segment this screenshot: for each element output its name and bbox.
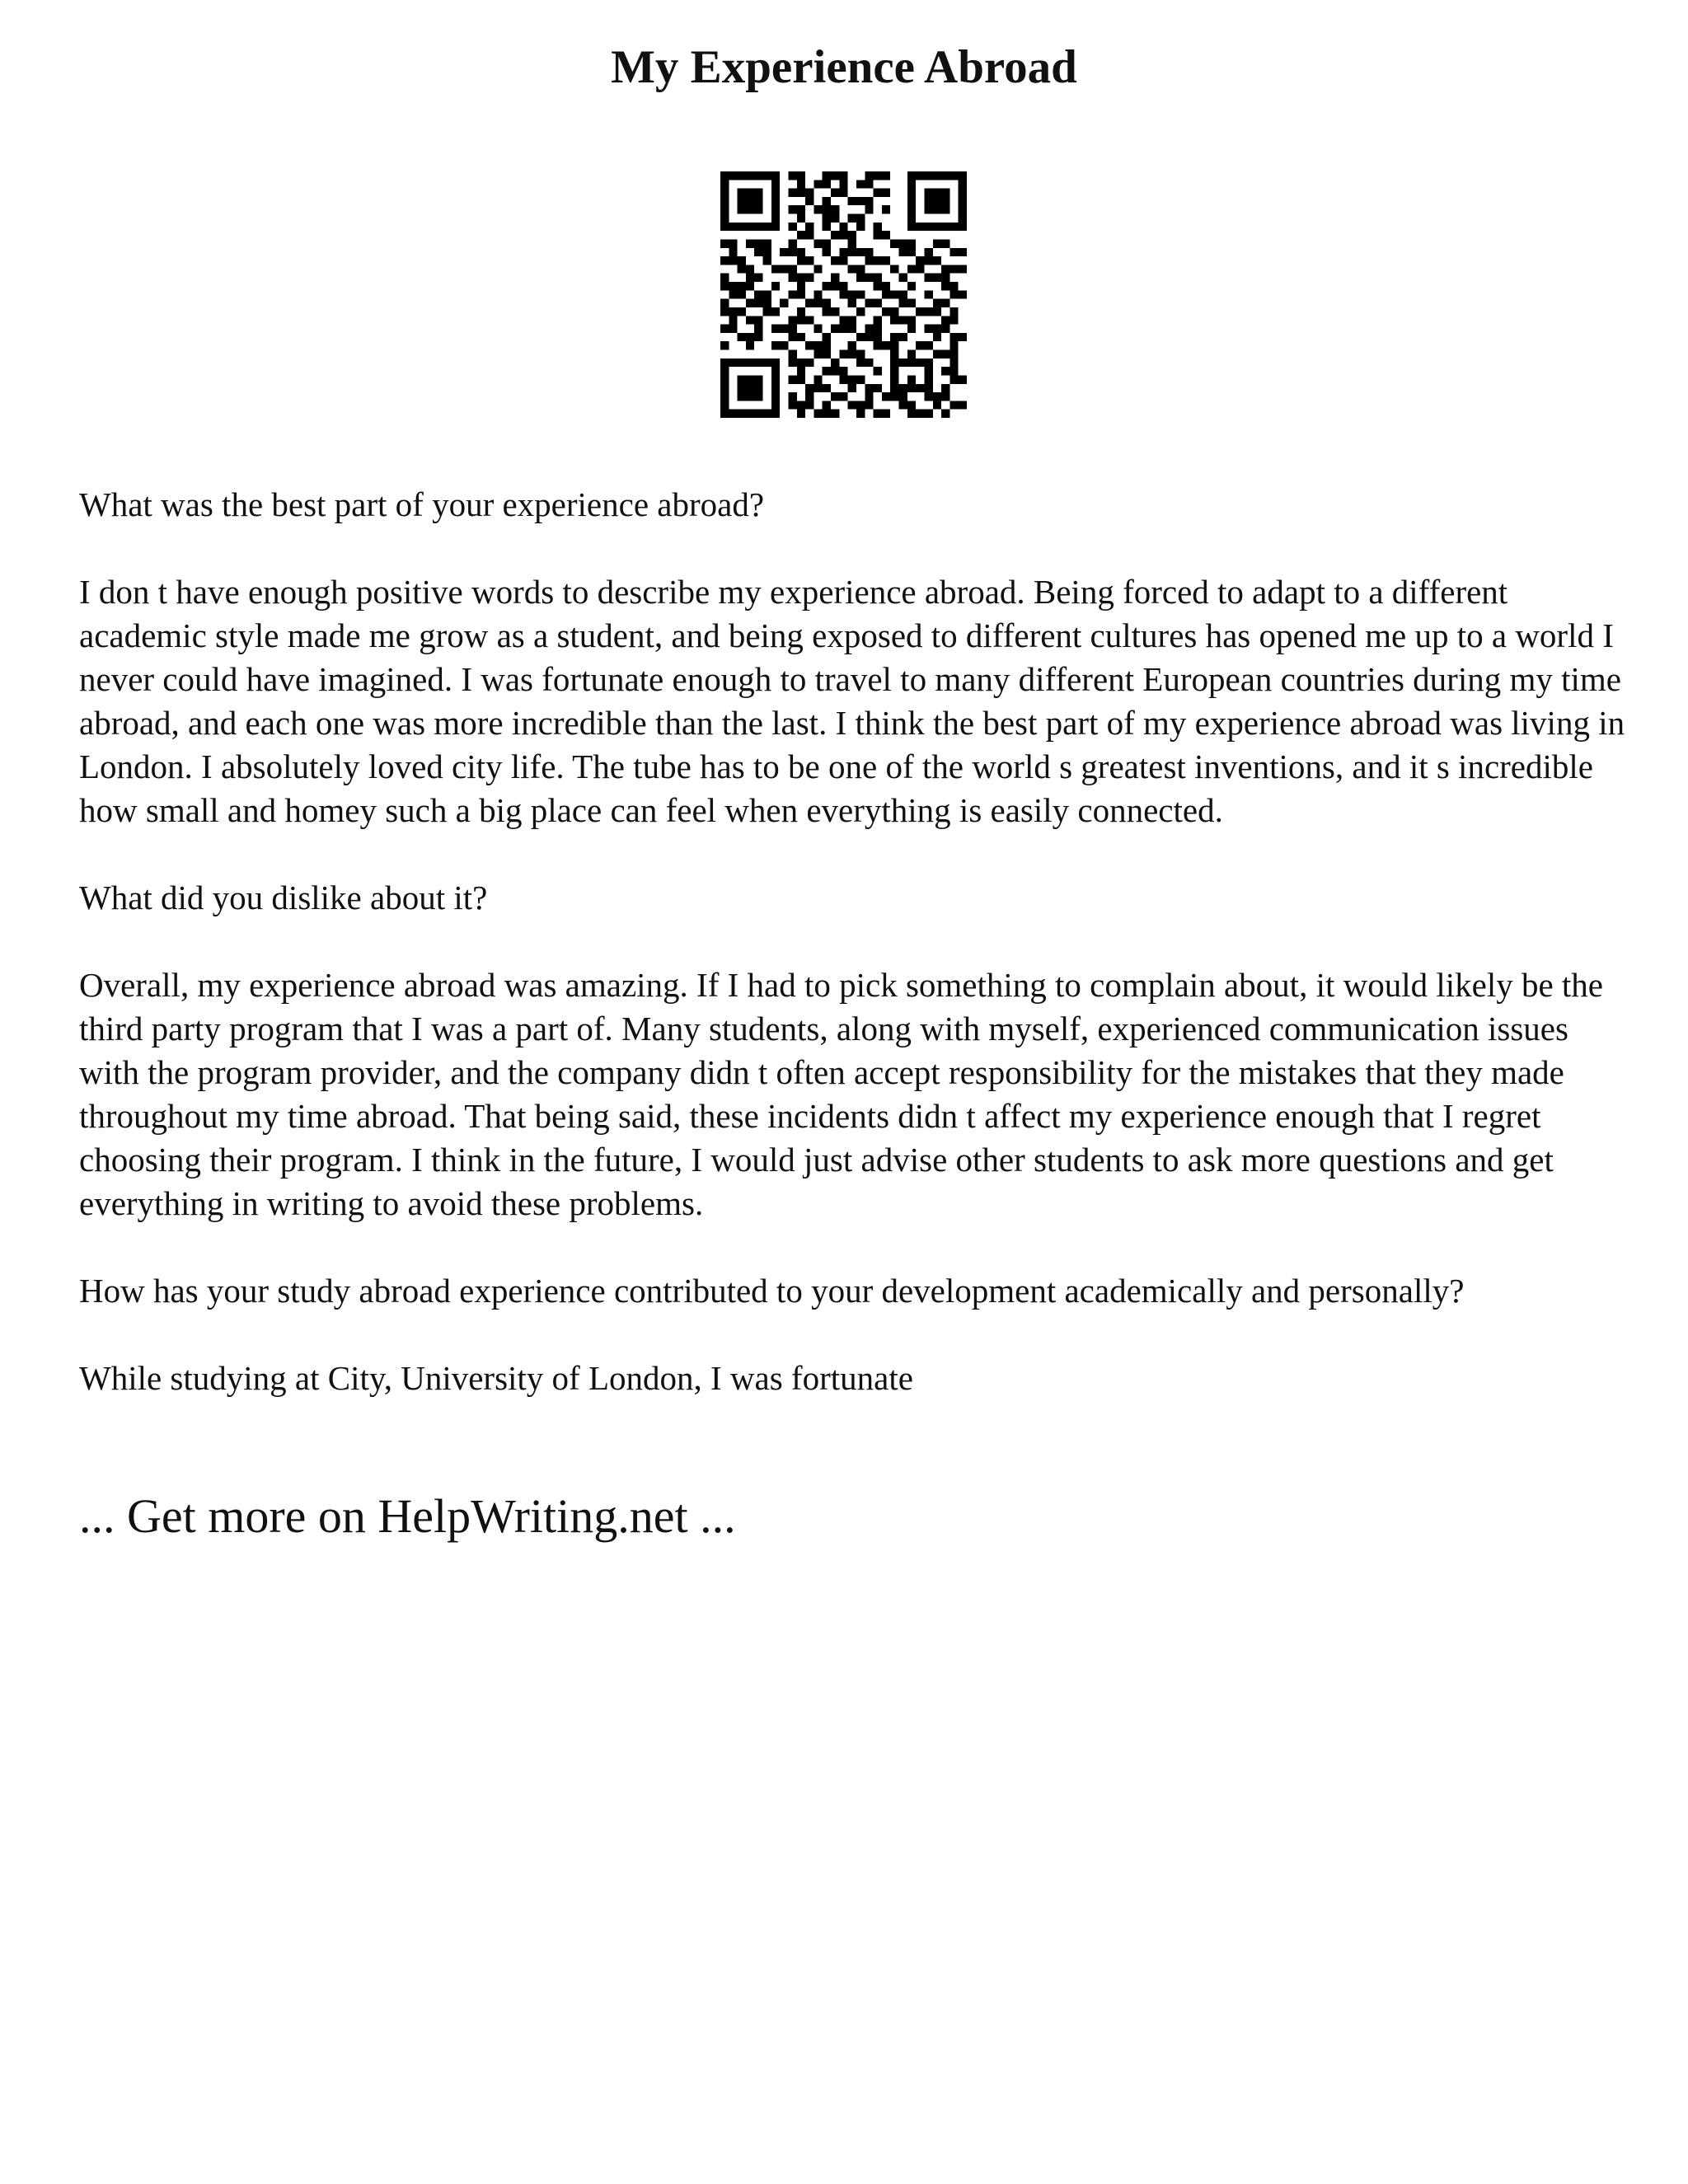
document-title: My Experience Abroad (611, 41, 1077, 93)
qr-code-icon (720, 171, 967, 418)
answer-development: While studying at City, University of London, I was fortunate (79, 1359, 913, 1397)
document-body (79, 483, 1629, 1444)
answer-best-part: I don t have enough positive words to describe my experience abroad. Being forced to adapt to a different academic style made me grow as a student, and being exposed to different cultures has opened me up to a world I never could have imagined. I was fortunate enough to travel to many different European countries during my time abroad, and each one was more incredible than the last. I think the best part of my experience abroad was living in London. I absolutely loved city life. The tube has to be one of the world s greatest inventions, and it s incredible how small and homey such a big place can feel when everything is easily connected. (79, 573, 1625, 829)
get-more-link[interactable]: ... Get more on HelpWriting.net ... (79, 1489, 736, 1543)
question-best-part: What was the best part of your experience abroad? (79, 485, 765, 523)
question-dislike: What did you dislike about it? (79, 879, 488, 916)
question-development: How has your study abroad experience contributed to your development academically and personally? (79, 1272, 1465, 1310)
answer-dislike: Overall, my experience abroad was amazing. If I had to pick something to complain about, it would likely be the third party program that I was a part of. Many students, along with myself, experienced communication issues with the program provider, and the company didn t often accept responsibility for the mistakes that they made throughout my time abroad. That being said, these incidents didn t affect my experience enough that I regret choosing their program. I think in the future, I would just advise other students to ask more questions and get everything in writing to avoid these problems. (79, 966, 1604, 1222)
